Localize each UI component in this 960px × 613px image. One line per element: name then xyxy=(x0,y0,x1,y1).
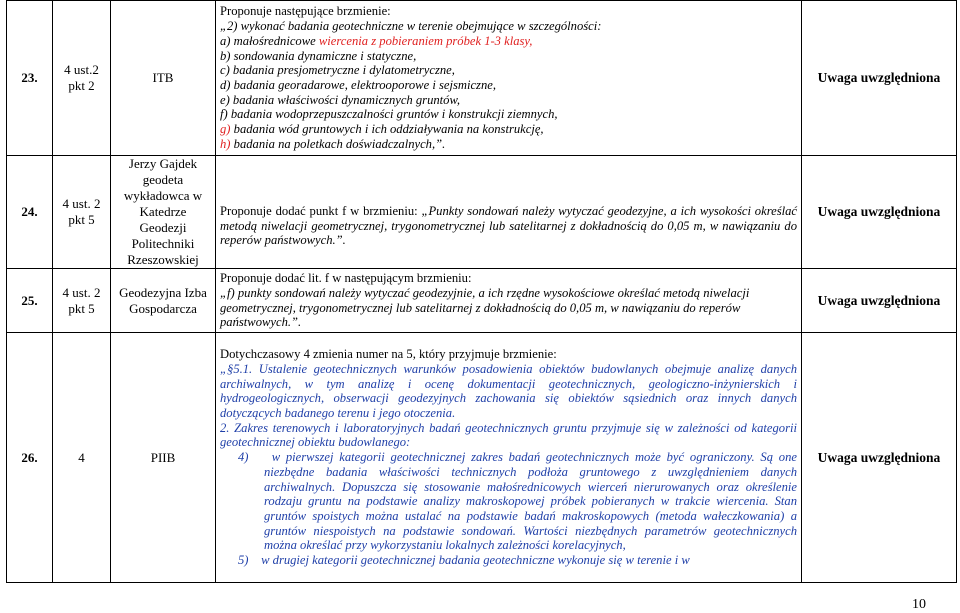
row-number: 25. xyxy=(7,269,53,333)
comment-intro: Proponuje następujące brzmienie: xyxy=(220,4,391,19)
table-row xyxy=(7,269,957,333)
comment-content xyxy=(216,333,802,583)
comment-list-item: 4) w pierwszej kategorii geotechnicznej zakres badań geotechnicznych może być ograniczony. Są one niezbędne badania właściwości technicznych podłoża gruntowego z uwzględnieniem danych archiwalnych. Dopuszcza się stosowanie małośrednicowych wierceń nierurowanych oraz określenie rodzaju gruntu na podstawie analizy makroskopowej próbek pobieranych w trakcie wiercenia. Stan gruntów spoistych można ustalać na podstawie badań makroskopowych (metoda wałeczkowania) a gruntów niespoistych na podstawie sondowań. Wartości niezbędnych parametrów geotechnicznych można określać przy wykorzystaniu lokalnych zależności korelacyjnych, xyxy=(238,450,797,553)
table-row xyxy=(7,333,957,583)
comment-line: g) badania wód gruntowych i ich oddziaływania na konstrukcję, xyxy=(220,122,544,137)
comment-list-item: 5) w drugiej kategorii geotechnicznej badania geotechniczne wykonuje się w terenie i w xyxy=(238,553,690,568)
resolution: Uwaga uwzględniona xyxy=(802,333,957,583)
comment-content xyxy=(216,1,802,156)
comment-content xyxy=(216,269,802,333)
provision-ref: 4 ust. 2 pkt 5 xyxy=(53,156,111,269)
row-number: 24. xyxy=(7,156,53,269)
comment-intro: Proponuje dodać lit. f w następującym brzmieniu: xyxy=(220,271,472,286)
resolution: Uwaga uwzględniona xyxy=(802,269,957,333)
resolution: Uwaga uwzględniona xyxy=(802,156,957,269)
highlighted-text: h) xyxy=(220,136,231,151)
table-row xyxy=(7,1,957,156)
comment-content xyxy=(216,156,802,269)
comment-line: c) badania presjometryczne i dylatometryczne, xyxy=(220,63,455,78)
comment-line: h) badania na poletkach doświadczalnych,”. xyxy=(220,136,446,151)
table-row xyxy=(7,156,957,269)
comment-text: Proponuje dodać punkt f w brzmieniu: „Punkty sondowań należy wytyczać geodezyjne, a ich wysokości określać metodą niwelacji geometrycznej, trygonometrycznej lub satelitarnej z dokładnością do 0,05 m, w nawiązaniu do reperów państwowych.”. xyxy=(220,203,798,248)
comment-line: f) badania wodoprzepuszczalności gruntów i konstrukcji ziemnych, xyxy=(220,107,558,122)
comment-line: a) małośrednicowe wiercenia z pobieraniem próbek 1-3 klasy, xyxy=(220,33,533,48)
provision-ref: 4 ust. 2 pkt 5 xyxy=(53,269,111,333)
comment-line: b) sondowania dynamiczne i statyczne, xyxy=(220,48,417,63)
provision-ref: 4 xyxy=(53,333,111,583)
comment-line: e) badania właściwości dynamicznych gruntów, xyxy=(220,92,461,107)
comment-intro: Dotychczasowy 4 zmienia numer na 5, który przyjmuje brzmienie: xyxy=(220,347,557,362)
comment-paragraph: 2. Zakres terenowych i laboratoryjnych badań geotechnicznych gruntu przyjmuje się w zależności od kategorii geotechnicznej obiektu budowlanego: xyxy=(220,420,797,450)
comment-line: d) badania georadarowe, elektrooporowe i sejsmiczne, xyxy=(220,78,496,92)
submitter: ITB xyxy=(111,1,216,156)
resolution: Uwaga uwzględniona xyxy=(802,1,957,156)
comment-line: „2) wykonać badania geotechniczne w terenie obejmujące w szczególności: xyxy=(220,19,602,34)
row-number: 26. xyxy=(7,333,53,583)
comment-paragraph: „§5.1. Ustalenie geotechnicznych warunków posadowienia obiektów budowlanych obejmuje analizę danych archiwalnych, w tym analizę i ocenę dokumentacji geotechnicznych, geologiczno-inżynierskich i hydrogeologicznych, obserwacji geodezyjnych zachowania się obiektów sąsiednich oraz innych danych dotyczących badanego terenu i jego otoczenia. xyxy=(220,361,797,421)
comment-text: „f) punkty sondowań należy wytyczać geodezyjnie, a ich rzędne wysokościowe określać metodą niwelacji geometrycznej, trygonometrycznej lub satelitarnej z dokładnością do 0,05 m, w nawiązaniu do reperów państwowych.”. xyxy=(220,285,750,330)
highlighted-text: wiercenia z pobieraniem próbek 1-3 klasy, xyxy=(318,33,533,48)
submitter: PIIB xyxy=(111,333,216,583)
highlighted-text: g) xyxy=(220,122,231,137)
row-number: 23. xyxy=(7,1,53,156)
provision-ref: 4 ust.2 pkt 2 xyxy=(53,1,111,156)
page-number: 10 xyxy=(912,597,926,612)
comments-table xyxy=(6,0,957,583)
submitter: Geodezyjna Izba Gospodarcza xyxy=(111,269,216,333)
submitter: Jerzy Gajdek geodeta wykładowca w Katedrze Geodezji Politechniki Rzeszowskiej xyxy=(111,156,216,269)
